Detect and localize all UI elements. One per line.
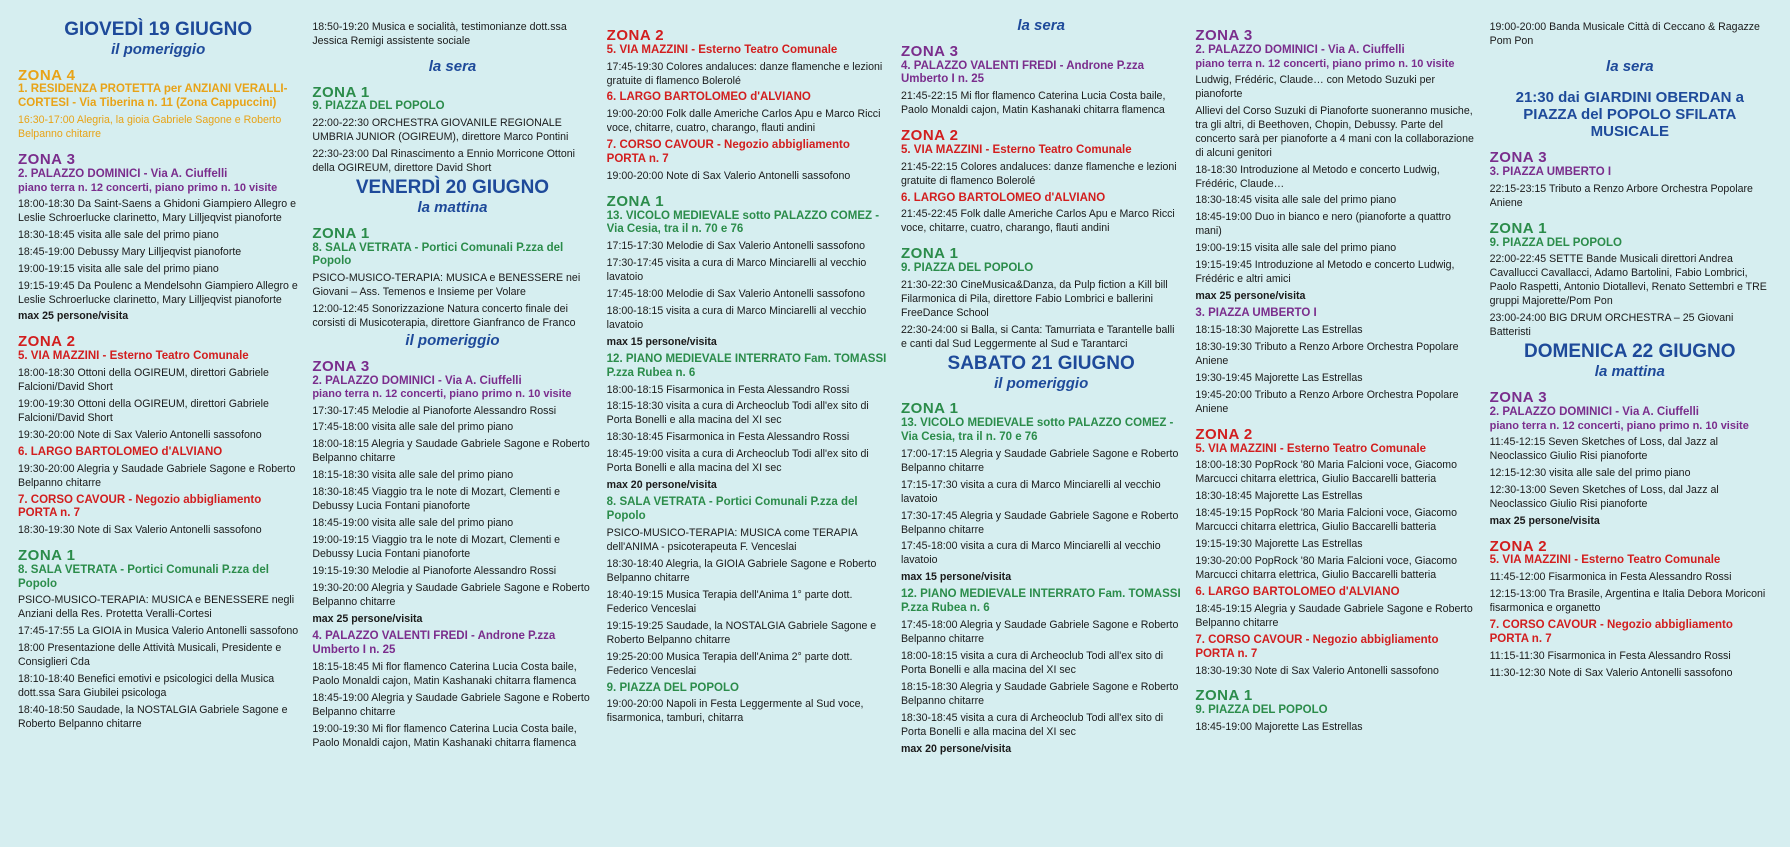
zone-section xyxy=(312,226,592,331)
schedule-entry: 19:30-20:00 Note di Sax Valerio Antonelli sassofono xyxy=(18,428,262,441)
venue-name: 9. PIAZZA DEL POPOLO xyxy=(312,100,445,113)
zone-title: ZONA 1 xyxy=(312,83,370,101)
venue-name: 7. CORSO CAVOUR - Negozio abbigliamento PORTA n. 7 xyxy=(1195,633,1439,660)
program-column xyxy=(1195,18,1489,847)
zone-title: ZONA 3 xyxy=(18,150,76,168)
schedule-entry: 19:30-20:00 Alegria y Saudade Gabriele Sagone e Roberto Belpanno chitarre xyxy=(18,462,296,489)
schedule-entry: PSICO-MUSICO-TERAPIA: MUSICA e BENESSERE nei Giovani – Ass. Temenos e Insieme per Volare xyxy=(312,272,581,299)
venue-name: 6. LARGO BARTOLOMEO d'ALVIANO xyxy=(18,445,223,458)
zone-title: ZONA 1 xyxy=(1489,219,1548,237)
schedule-entry: 19:00-20:00 Note di Sax Valerio Antonelli sassofono xyxy=(606,169,851,182)
schedule-entry: 17:30-17:45 Alegria y Saudade Gabriele Sagone e Roberto Belpanno chitarre xyxy=(900,509,1179,536)
zone-section xyxy=(18,334,298,442)
venue-name: 9. PIAZZA DEL POPOLO xyxy=(900,262,1034,274)
day-heading: DOMENICA 22 GIUGNO xyxy=(1524,341,1736,363)
venue-name: 9. PIAZZA DEL POPOLO xyxy=(606,681,739,694)
program-column xyxy=(901,18,1195,847)
schedule-entry: 21:45-22:45 Folk dalle Americhe Carlos Apu e Marco Ricci voce, chitarre, cuatro, charango, flauti andini xyxy=(900,208,1175,235)
venue-name: 12. PIANO MEDIEVALE INTERRATO Fam. TOMASSI P.zza Rubea n. 6 xyxy=(606,352,887,379)
schedule-entry: 19:00-19:15 visita alle sale del primo piano xyxy=(1195,242,1397,255)
schedule-entry: 19:00-19:15 Viaggio tra le note di Mozart, Clementi e Debussy Lucia Fontani pianoforte xyxy=(312,534,561,561)
parade-heading: 21:30 dai GIARDINI OBERDAN a PIAZZA del POPOLO SFILATA MUSICALE xyxy=(1515,88,1744,141)
venue-name: 8. SALA VETRATA - Portici Comunali P.zza del Popolo xyxy=(606,496,858,523)
zone-section xyxy=(901,246,1181,351)
venue-name: 6. LARGO BARTOLOMEO d'ALVIANO xyxy=(606,91,811,104)
program-column xyxy=(1490,18,1784,847)
schedule-entry: 22:00-22:30 ORCHESTRA GIOVANILE REGIONALE UMBRIA JUNIOR (OGIREUM), direttore Marco Pontini xyxy=(312,117,569,144)
schedule-entry: 17:45-18:00 Alegria y Saudade Gabriele Sagone e Roberto Belpanno chitarre xyxy=(900,618,1179,645)
zone-section xyxy=(607,194,887,350)
schedule-entry: Allievi del Corso Suzuki di Pianoforte suoneranno musiche, tra gli altri, di Beethoven, Chopin, Debussy. Parte del concerto sarà per pianoforte a 4 mani con la collaborazione di alcuni genitori xyxy=(1195,104,1474,159)
period-heading: la sera xyxy=(1606,57,1654,75)
schedule-entry: 17:45-18:00 visita a cura di Marco Minciarelli al vecchio lavatoio xyxy=(900,540,1161,567)
schedule-entry: 18:30-18:40 Alegria, la GIOIA Gabriele Sagone e Roberto Belpanno chitarre xyxy=(606,557,877,584)
zone-section xyxy=(607,28,887,88)
day-heading: VENERDÌ 20 GIUGNO xyxy=(355,177,550,199)
venue-block xyxy=(1195,307,1475,417)
zone-title: ZONA 2 xyxy=(900,127,959,145)
zone-title: ZONA 1 xyxy=(606,192,665,210)
schedule-entry: 18:15-18:30 Alegria y Saudade Gabriele Sagone e Roberto Belpanno chitarre xyxy=(900,680,1179,707)
day-heading: SABATO 21 GIUGNO xyxy=(947,352,1135,374)
schedule-entry: 18:45-19:15 Alegria y Saudade Gabriele Sagone e Roberto Belpanno chitarre xyxy=(1195,602,1473,629)
zone-title: ZONA 1 xyxy=(900,400,959,418)
schedule-entry: 19:25-20:00 Musica Terapia dell'Anima 2° parte dott. Federico Venceslai xyxy=(606,650,853,677)
schedule-entry: 12:15-13:00 Tra Brasile, Argentina e Italia Debora Moriconi fisarmonica e organetto xyxy=(1489,588,1766,614)
schedule-entry: 17:45-18:00 visita alle sale del primo piano xyxy=(312,421,514,434)
period-heading: la sera xyxy=(428,57,477,75)
schedule-entry: 18:30-18:45 Majorette Las Estrellas xyxy=(1195,490,1363,503)
schedule-entry: 16:30-17:00 Alegria, la gioia Gabriele Sagone e Roberto Belpanno chitarre xyxy=(18,114,282,140)
zone-title: ZONA 3 xyxy=(1195,27,1253,44)
schedule-entry: PSICO-MUSICO-TERAPIA: MUSICA come TERAPIA dell'ANIMA - psicoterapeuta F. Venceslai xyxy=(606,526,858,553)
schedule-entry: 18:30-19:30 Note di Sax Valerio Antonelli sassofono xyxy=(18,524,262,537)
zone-section xyxy=(18,68,298,142)
schedule-entry: 18:00-18:15 Alegria y Saudade Gabriele Sagone e Roberto Belpanno chitarre xyxy=(312,438,590,465)
zone-section xyxy=(1490,221,1770,340)
schedule-entry: 18:40-18:50 Saudade, la NOSTALGIA Gabriele Sagone e Roberto Belpanno chitarre xyxy=(18,704,288,731)
venue-name: 2. PALAZZO DOMINICI - Via A. Ciuffelli xyxy=(312,374,522,387)
schedule-entry: 17:45-17:55 La GIOIA in Musica Valerio Antonelli sassofono xyxy=(18,625,299,638)
schedule-entry: 18:45-19:00 visita alle sale del primo piano xyxy=(312,517,514,530)
schedule-entry: 19:00-20:00 Napoli in Festa Leggermente al Sud voce, fisarmonica, tamburi, chitarra xyxy=(606,698,864,725)
zone-title: ZONA 1 xyxy=(312,224,370,242)
schedule-entry: 18:30-18:45 visita a cura di Archeoclub Todi all'ex sito di Porta Bonelli e alla macina del XI sec xyxy=(900,711,1164,738)
venue-subtitle: piano terra n. 12 concerti, piano primo n. 10 visite xyxy=(18,181,278,194)
venue-block xyxy=(18,446,298,491)
schedule-entry: 19:15-19:25 Saudade, la NOSTALGIA Gabriele Sagone e Roberto Belpanno chitarre xyxy=(606,619,877,646)
schedule-entry: 19:00-19:15 visita alle sale del primo piano xyxy=(18,262,219,275)
period-heading: la sera xyxy=(1017,18,1065,34)
schedule-entry: 19:45-20:00 Tributo a Renzo Arbore Orchestra Popolare Aniene xyxy=(1195,388,1459,415)
zone-title: ZONA 2 xyxy=(18,333,76,351)
venue-block xyxy=(607,91,887,136)
schedule-entry: 18:45-19:00 Duo in bianco e nero (pianoforte a quattro mani) xyxy=(1195,211,1451,238)
venue-block xyxy=(607,496,887,678)
venue-subtitle: piano terra n. 12 concerti, piano primo n. 10 visite xyxy=(1489,419,1749,432)
schedule-entry: 18:15-18:30 Majorette Las Estrellas xyxy=(1195,324,1363,337)
venue-block xyxy=(1490,21,1770,49)
program-column xyxy=(18,18,312,847)
venue-block xyxy=(1195,586,1475,631)
venue-name: 4. PALAZZO VALENTI FREDI - Androne P.zza Umberto I n. 25 xyxy=(312,630,556,656)
venue-name: 6. LARGO BARTOLOMEO d'ALVIANO xyxy=(900,191,1106,204)
schedule-entry: 12:00-12:45 Sonorizzazione Natura concerto finale dei corsisti di Musicoterapia, direttore Gianfranco de Franco xyxy=(312,303,576,330)
schedule-entry: 11:15-11:30 Fisarmonica in Festa Alessandro Rossi xyxy=(1489,649,1731,662)
capacity-note: max 15 persone/visita xyxy=(606,335,717,348)
venue-block xyxy=(312,21,592,49)
venue-name: 1. RESIDENZA PROTETTA per ANZIANI VERALLI-CORTESI - Via Tiberina n. 11 (Zona Cappuccini) xyxy=(18,83,288,110)
schedule-entry: 19:00-19:30 Mi flor flamenco Caterina Lucia Costa baile, Paolo Monaldi cajon, Matin Kashanaki chitarra flamenca xyxy=(312,722,577,749)
period-heading: il pomeriggio xyxy=(405,332,500,350)
venue-name: 8. SALA VETRATA - Portici Comunali P.zza del Popolo xyxy=(312,241,564,268)
schedule-entry: 18:15-18:30 visita alle sale del primo piano xyxy=(312,469,514,482)
venue-block xyxy=(607,682,887,727)
venue-name: 5. VIA MAZZINI - Esterno Teatro Comunale xyxy=(18,350,249,363)
schedule-entry: 18:45-19:00 visita a cura di Archeoclub Todi all'ex sito di Porta Bonelli e alla macina del XI sec xyxy=(606,448,869,475)
schedule-entry: 19:15-19:30 Melodie al Pianoforte Alessandro Rossi xyxy=(312,565,557,578)
venue-name: 13. VICOLO MEDIEVALE sotto PALAZZO COMEZ - Via Cesia, tra il n. 70 e 76 xyxy=(606,209,880,236)
schedule-entry: 18:45-19:00 Majorette Las Estrellas xyxy=(1195,721,1363,734)
schedule-entry: 19:00-20:00 Banda Musicale Città di Ceccano & Ragazze Pom Pon xyxy=(1489,21,1760,47)
schedule-entry: 12:15-12:30 visita alle sale del primo piano xyxy=(1489,466,1691,479)
venue-name: 3. PIAZZA UMBERTO I xyxy=(1489,166,1612,179)
schedule-entry: 23:00-24:00 BIG DRUM ORCHESTRA – 25 Giovani Batteristi xyxy=(1489,312,1734,339)
schedule-entry: 18:00-18:30 PopRock '80 Maria Falcioni voce, Giacomo Marcucci chitarra elettrica, Giulio Baccarelli batteria xyxy=(1195,459,1458,486)
venue-block xyxy=(901,588,1181,756)
venue-name: 3. PIAZZA UMBERTO I xyxy=(1195,307,1317,320)
venue-block xyxy=(607,139,887,184)
schedule-entry: 21:30-22:30 CineMusica&Danza, da Pulp fiction a Kill bill Filarmonica di Pila, direttore Fabio Lombrici e ballerini FreeDance School xyxy=(900,278,1168,319)
capacity-note: max 20 persone/visita xyxy=(606,479,717,492)
zone-section xyxy=(1195,688,1475,735)
schedule-entry: Ludwig, Frédéric, Claude… con Metodo Suzuki per pianoforte xyxy=(1195,73,1435,100)
schedule-entry: 17:30-17:45 Melodie al Pianoforte Alessandro Rossi xyxy=(312,404,557,417)
schedule-entry: 22:30-24:00 si Balla, si Canta: Tamurriata e Tarantelle balli e canti dal Sud Leggermente al Sud e Tarantarci xyxy=(900,323,1175,350)
capacity-note: max 25 persone/visita xyxy=(312,613,423,626)
zone-title: ZONA 3 xyxy=(900,42,959,60)
venue-name: 2. PALAZZO DOMINICI - Via A. Ciuffelli xyxy=(1195,43,1405,56)
capacity-note: max 20 persone/visita xyxy=(900,742,1012,755)
schedule-entry: 18-18:30 Introduzione al Metodo e concerto Ludwig, Frédéric, Claude… xyxy=(1195,163,1440,190)
schedule-entry: 18:30-18:45 Fisarmonica in Festa Alessandro Rossi xyxy=(606,431,850,444)
schedule-entry: 11:45-12:15 Seven Sketches of Loss, dal Jazz al Neoclassico Giulio Risi pianoforte xyxy=(1489,435,1718,462)
capacity-note: max 25 persone/visita xyxy=(1489,514,1600,527)
schedule-entry: 18:00-18:30 Ottoni della OGIREUM, direttori Gabriele Falcioni/David Short xyxy=(18,367,269,393)
zone-section xyxy=(1490,539,1770,616)
zone-section xyxy=(1195,427,1475,583)
zone-title: ZONA 2 xyxy=(606,27,665,44)
venue-name: 4. PALAZZO VALENTI FREDI - Androne P.zza Umberto I n. 25 xyxy=(900,59,1144,86)
venue-name: 12. PIANO MEDIEVALE INTERRATO Fam. TOMASSI P.zza Rubea n. 6 xyxy=(900,588,1181,615)
schedule-entry: 18:10-18:40 Benefici emotivi e psicologici della Musica dott.ssa Sara Giubilei psicologa xyxy=(18,673,275,700)
schedule-entry: 18:30-18:45 visita alle sale del primo piano xyxy=(18,228,219,241)
schedule-entry: 11:30-12:30 Note di Sax Valerio Antonelli sassofono xyxy=(1489,666,1733,679)
zone-title: ZONA 2 xyxy=(1195,425,1253,443)
period-heading: il pomeriggio xyxy=(111,40,206,58)
schedule-entry: 18:15-18:45 Mi flor flamenco Caterina Lucia Costa baile, Paolo Monaldi cajon, Matin Kashanaki chitarra flamenca xyxy=(312,660,577,687)
venue-block xyxy=(607,353,887,493)
zone-section xyxy=(1490,150,1770,210)
venue-name: 9. PIAZZA DEL POPOLO xyxy=(1195,704,1328,717)
program-column xyxy=(312,18,606,847)
zone-title: ZONA 1 xyxy=(18,547,76,565)
period-heading: il pomeriggio xyxy=(994,374,1089,392)
zone-section xyxy=(901,128,1181,188)
schedule-entry: 18:00-18:15 Fisarmonica in Festa Alessandro Rossi xyxy=(606,383,850,396)
schedule-entry: 18:30-19:30 Tributo a Renzo Arbore Orchestra Popolare Aniene xyxy=(1195,341,1459,367)
schedule-entry: 17:00-17:15 Alegria y Saudade Gabriele Sagone e Roberto Belpanno chitarre xyxy=(900,447,1179,474)
schedule-entry: 17:45-18:00 Melodie di Sax Valerio Antonelli sassofono xyxy=(606,288,865,301)
zone-title: ZONA 3 xyxy=(1489,149,1548,167)
zone-title: ZONA 3 xyxy=(312,357,370,375)
zone-section xyxy=(18,548,298,732)
schedule-entry: 18:00-18:15 visita a cura di Marco Minciarelli al vecchio lavatoio xyxy=(606,305,867,331)
zone-section xyxy=(1490,390,1770,529)
schedule-entry: 12:30-13:00 Seven Sketches of Loss, dal Jazz al Neoclassico Giulio Risi pianoforte xyxy=(1489,483,1719,510)
schedule-entry: 18:00 Presentazione delle Attività Musicali, Presidente e Consiglieri Cda xyxy=(18,642,282,669)
zone-section xyxy=(312,359,592,627)
venue-name: 5. VIA MAZZINI - Esterno Teatro Comunale xyxy=(1195,442,1426,455)
venue-name: 9. PIAZZA DEL POPOLO xyxy=(1489,236,1622,249)
schedule-entry: 19:30-19:45 Majorette Las Estrellas xyxy=(1195,371,1363,384)
venue-block xyxy=(901,192,1181,237)
program-column xyxy=(607,18,901,847)
schedule-entry: 19:00-20:00 Folk dalle Americhe Carlos Apu e Marco Ricci voce, chitarre, cuatro, charango, flauti andini xyxy=(606,108,881,135)
capacity-note: max 25 persone/visita xyxy=(18,310,129,323)
zone-title: ZONA 1 xyxy=(1195,687,1253,705)
venue-name: 5. VIA MAZZINI - Esterno Teatro Comunale xyxy=(606,43,838,56)
venue-subtitle: piano terra n. 12 concerti, piano primo n. 10 visite xyxy=(1195,57,1455,70)
venue-block xyxy=(1195,634,1475,679)
capacity-note: max 15 persone/visita xyxy=(900,571,1012,584)
zone-title: ZONA 3 xyxy=(1489,388,1548,406)
venue-name: 7. CORSO CAVOUR - Negozio abbigliamento PORTA n. 7 xyxy=(606,139,850,166)
venue-name: 5. VIA MAZZINI - Esterno Teatro Comunale xyxy=(900,143,1132,156)
venue-name: 5. VIA MAZZINI - Esterno Teatro Comunale xyxy=(1489,554,1721,567)
schedule-entry: 21:45-22:15 Mi flor flamenco Caterina Lucia Costa baile, Paolo Monaldi cajon, Matin Kashanaki chitarra flamenca xyxy=(900,90,1166,117)
venue-name: 6. LARGO BARTOLOMEO d'ALVIANO xyxy=(1195,586,1400,599)
zone-section xyxy=(901,44,1181,118)
schedule-entry: 19:15-19:45 Introduzione al Metodo e concerto Ludwig, Frédéric e altri amici xyxy=(1195,259,1455,286)
schedule-entry: 21:45-22:15 Colores andaluces: danze flamenche e lezioni gratuite di flamenco Bolerolé xyxy=(900,160,1177,187)
schedule-entry: 17:30-17:45 visita a cura di Marco Minciarelli al vecchio lavatoio xyxy=(606,257,867,284)
venue-block xyxy=(312,630,592,750)
zone-section xyxy=(18,152,298,324)
schedule-entry: 18:30-18:45 Viaggio tra le note di Mozart, Clementi e Debussy Lucia Fontani pianoforte xyxy=(312,486,561,513)
day-heading: GIOVEDÌ 19 GIUGNO xyxy=(64,19,253,40)
schedule-entry: 11:45-12:00 Fisarmonica in Festa Alessandro Rossi xyxy=(1489,571,1732,584)
venue-name: 7. CORSO CAVOUR - Negozio abbigliamento PORTA n. 7 xyxy=(1489,618,1733,645)
schedule-entry: 19:15-19:30 Majorette Las Estrellas xyxy=(1195,538,1363,551)
schedule-entry: 19:30-20:00 PopRock '80 Maria Falcioni voce, Giacomo Marcucci chitarra elettrica, Giulio Baccarelli batteria xyxy=(1195,555,1458,582)
schedule-entry: 18:45-19:00 Alegria y Saudade Gabriele Sagone e Roberto Belpanno chitarre xyxy=(312,691,590,718)
schedule-entry: 18:15-18:30 visita a cura di Archeoclub Todi all'ex sito di Porta Bonelli e alla macina del XI sec xyxy=(606,400,869,427)
schedule-entry: 17:15-17:30 Melodie di Sax Valerio Antonelli sassofono xyxy=(606,240,865,253)
period-heading: la mattina xyxy=(1594,363,1665,381)
schedule-entry: 19:00-19:30 Ottoni della OGIREUM, direttori Gabriele Falcioni/David Short xyxy=(18,397,269,424)
schedule-entry: 18:45-19:00 Debussy Mary Lilljeqvist pianoforte xyxy=(18,245,242,258)
venue-block xyxy=(1490,619,1770,681)
venue-name: 2. PALAZZO DOMINICI - Via A. Ciuffelli xyxy=(18,167,228,180)
zone-section xyxy=(901,401,1181,585)
zone-title: ZONA 2 xyxy=(1489,537,1548,555)
venue-subtitle: piano terra n. 12 concerti, piano primo n. 10 visite xyxy=(312,388,572,401)
schedule-entry: 18:50-19:20 Musica e socialità, testimonianze dott.ssa Jessica Remigi assistente sociale xyxy=(312,21,567,47)
schedule-entry: 17:15-17:30 visita a cura di Marco Minciarelli al vecchio lavatoio xyxy=(900,478,1161,505)
schedule-entry: PSICO-MUSICO-TERAPIA: MUSICA e BENESSERE negli Anziani della Res. Protetta Veralli-Cortesi xyxy=(18,594,295,621)
schedule-entry: 19:30-20:00 Alegria y Saudade Gabriele Sagone e Roberto Belpanno chitarre xyxy=(312,582,590,609)
venue-name: 8. SALA VETRATA - Portici Comunali P.zza del Popolo xyxy=(18,563,269,590)
zone-title: ZONA 1 xyxy=(900,245,959,263)
schedule-entry: 22:30-23:00 Dal Rinascimento a Ennio Morricone Ottoni della OGIREUM, direttore David Short xyxy=(312,148,575,175)
schedule-entry: 19:15-19:45 Da Poulenc a Mendelsohn Giampiero Allegro e Leslie Schroerlucke clarinetto, Mary Lilljeqvist pianoforte xyxy=(18,279,298,306)
schedule-entry: 18:45-19:15 PopRock '80 Maria Falcioni voce, Giacomo Marcucci chitarra elettrica, Giulio Baccarelli batteria xyxy=(1195,507,1458,534)
schedule-entry: 18:00-18:15 visita a cura di Archeoclub Todi all'ex sito di Porta Bonelli e alla macina del XI sec xyxy=(900,649,1164,676)
schedule-entry: 18:00-18:30 Da Saint-Saens a Ghidoni Giampiero Allegro e Leslie Schroerlucke clarinetto, Mary Lilljeqvist pianoforte xyxy=(18,197,296,224)
schedule-entry: 18:30-19:30 Note di Sax Valerio Antonelli sassofono xyxy=(1195,664,1439,677)
zone-title: ZONA 4 xyxy=(18,66,76,84)
schedule-entry: 17:45-19:30 Colores andaluces: danze flamenche e lezioni gratuite di flamenco Bolerolé xyxy=(606,60,883,87)
capacity-note: max 25 persone/visita xyxy=(1195,290,1306,303)
venue-name: 13. VICOLO MEDIEVALE sotto PALAZZO COMEZ - Via Cesia, tra il n. 70 e 76 xyxy=(900,417,1174,443)
venue-name: 7. CORSO CAVOUR - Negozio abbigliamento PORTA n. 7 xyxy=(18,493,262,520)
zone-section xyxy=(1195,28,1475,304)
period-heading: la mattina xyxy=(417,199,488,217)
zone-section xyxy=(312,85,592,176)
schedule-entry: 22:00-22:45 SETTE Bande Musicali direttori Andrea Cavallucci Cavallacci, Adamo Bartolini, Fabio Lombrici, Paolo Raspetti, Antonio Diotallevi, Renato Settembri e TRE gruppi Majorette/Pom Pon xyxy=(1489,253,1767,308)
schedule-entry: 18:40-19:15 Musica Terapia dell'Anima 1° parte dott. Federico Venceslai xyxy=(606,588,853,615)
venue-name: 2. PALAZZO DOMINICI - Via A. Ciuffelli xyxy=(1489,405,1699,418)
schedule-entry: 18:30-18:45 visita alle sale del primo piano xyxy=(1195,194,1397,207)
venue-block xyxy=(18,494,298,539)
schedule-entry: 22:15-23:15 Tributo a Renzo Arbore Orchestra Popolare Aniene xyxy=(1489,182,1753,209)
